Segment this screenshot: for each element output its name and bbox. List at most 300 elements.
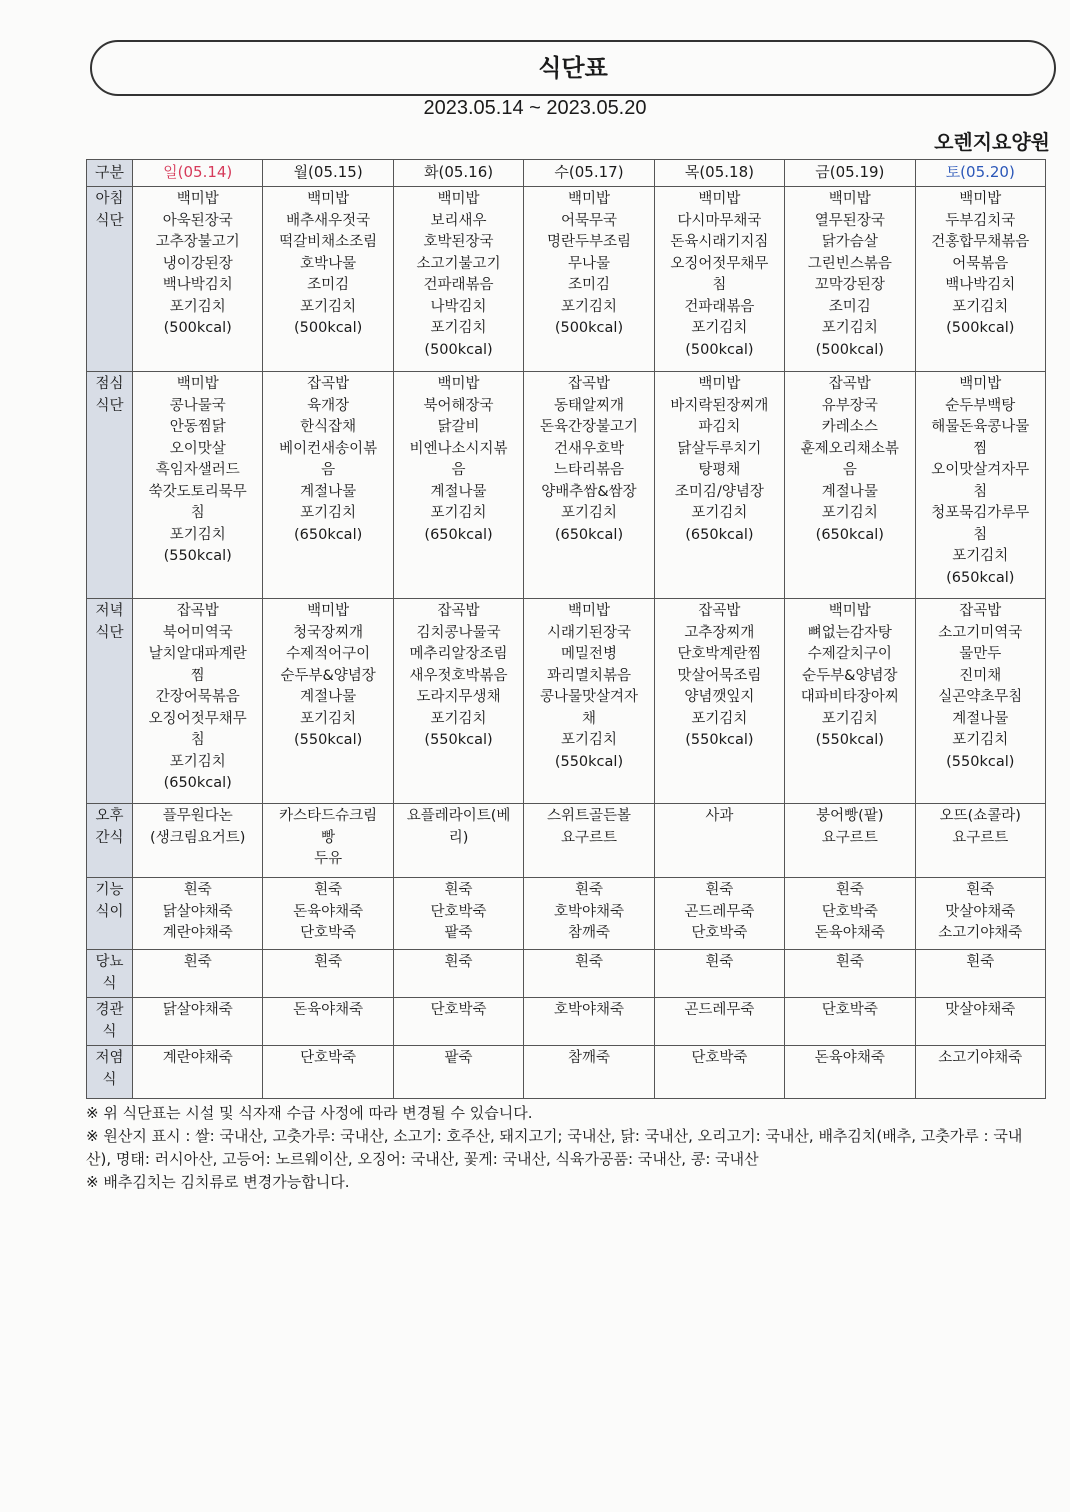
menu-cell-fri [785, 950, 915, 998]
menu-item: 침 [973, 526, 988, 543]
menu-item: 카레소스 [821, 419, 878, 435]
menu-item: 백미밥 [437, 191, 480, 207]
menu-cell-tue [393, 998, 523, 1046]
menu-item: 단호박죽 [300, 1050, 357, 1066]
row-label [87, 950, 133, 998]
menu-cell-sat [915, 998, 1045, 1046]
row-label [87, 599, 133, 804]
note-change: ※ 위 식단표는 시설 및 식자재 수급 사정에 따라 변경될 수 있습니다. [86, 1104, 533, 1122]
breakfast-row [87, 187, 1046, 372]
menu-item: 한식잡채 [300, 419, 357, 435]
row-label-line: 식단 [95, 397, 124, 414]
menu-item: 백나박김치 [162, 277, 233, 293]
menu-item: 소고기야채죽 [938, 1050, 1023, 1066]
row-label-line: 기능 [95, 882, 124, 898]
snack-row [87, 804, 1046, 878]
menu-item: 양배추쌈&쌈장 [541, 483, 637, 500]
menu-item: 스위트골든볼 [546, 808, 631, 824]
menu-item: 음 [321, 462, 336, 478]
row-label [87, 372, 133, 599]
menu-item: 나박김치 [430, 298, 487, 315]
menu-item: 포기김치 [821, 320, 878, 336]
menu-item: 계란야채죽 [162, 925, 233, 941]
menu-item: 도라지무생채 [416, 689, 501, 705]
menu-item: (650kcal) [424, 526, 493, 543]
day-header-wed: 수(05.17) [524, 160, 654, 187]
menu-item: 메추리알장조림 [409, 646, 508, 662]
header-label: 구분 [87, 160, 133, 187]
menu-cell-mon [263, 599, 393, 804]
menu-item: 조미김 [307, 277, 350, 293]
menu-item: 건파래볶음 [684, 298, 755, 315]
menu-item: 시래기된장국 [546, 624, 631, 641]
menu-item: 계절나물 [300, 483, 357, 500]
tube-feeding-row [87, 998, 1046, 1046]
menu-item: 사과 [705, 808, 734, 824]
menu-cell-fri [785, 998, 915, 1046]
menu-item: 맛살야채죽 [945, 1002, 1016, 1018]
menu-item: 수제적어구이 [286, 646, 371, 662]
menu-item: (500kcal) [685, 341, 754, 358]
functional-diet-row [87, 878, 1046, 950]
menu-cell-sun [133, 878, 263, 950]
menu-cell-fri [785, 599, 915, 804]
menu-item: 닭살두루치기 [677, 440, 762, 457]
row-label-line: 식 [102, 975, 117, 992]
menu-item: 보리새우 [430, 212, 487, 229]
menu-cell-sat [915, 187, 1045, 372]
menu-item: 양념깻잎지 [684, 689, 755, 705]
menu-item: 닭갈비 [437, 419, 480, 435]
menu-item: 곤드레무죽 [684, 1002, 755, 1018]
menu-item: 안동찜닭 [169, 419, 226, 435]
menu-item: 탕평채 [698, 462, 741, 478]
menu-item: 흰죽 [835, 882, 864, 898]
menu-item: 잡곡밥 [959, 603, 1002, 619]
menu-item: 잡곡밥 [437, 603, 480, 619]
menu-cell-thu [654, 372, 784, 599]
menu-cell-thu [654, 878, 784, 950]
menu-item: 간장어묵볶음 [155, 689, 240, 705]
menu-item: 베이컨새송이볶 [279, 440, 378, 457]
menu-table-header [87, 160, 1046, 187]
menu-item: 해물돈육콩나물 [931, 419, 1030, 435]
menu-item: (500kcal) [424, 341, 493, 358]
menu-item: 조미김 [567, 277, 610, 293]
menu-item: 잡곡밥 [307, 376, 350, 392]
menu-cell-sat [915, 950, 1045, 998]
menu-item: (생크림요거트) [150, 829, 246, 846]
menu-cell-mon [263, 372, 393, 599]
menu-cell-sat [915, 372, 1045, 599]
menu-item: 떡갈비채소조림 [279, 234, 378, 250]
menu-item: 리) [448, 829, 469, 846]
menu-item: 백미밥 [437, 376, 480, 392]
menu-item: (650kcal) [163, 775, 232, 791]
menu-item: 호박야채죽 [553, 903, 624, 920]
menu-item: (500kcal) [946, 320, 1015, 336]
menu-item: 흰죽 [966, 954, 995, 970]
menu-item: 배추새우젓국 [286, 212, 371, 229]
menu-item: 북어미역국 [162, 624, 233, 641]
menu-item: 물만두 [959, 646, 1002, 662]
menu-item: 곤드레무죽 [684, 903, 755, 920]
menu-item: 조미김 [828, 298, 871, 315]
menu-cell-tue [393, 1046, 523, 1099]
menu-item: 다시마무채국 [677, 212, 762, 229]
menu-item: 흰죽 [574, 954, 603, 970]
menu-item: (550kcal) [293, 732, 363, 748]
menu-item: 돈육야채죽 [293, 1002, 364, 1018]
menu-cell-sat [915, 878, 1045, 950]
menu-item: (500kcal) [163, 320, 232, 336]
menu-item: 호박된장국 [423, 234, 494, 250]
menu-item: 음 [842, 462, 857, 478]
menu-cell-tue [393, 804, 523, 878]
menu-item: 유부장국 [821, 397, 878, 414]
menu-item: 꼬막강된장 [814, 277, 885, 293]
row-label-line: 당뇨 [95, 954, 124, 970]
menu-item: 흰죽 [444, 954, 473, 970]
menu-item: 대파비타장아찌 [800, 689, 899, 705]
menu-item: 단호박죽 [821, 1002, 878, 1018]
menu-item: 호박나물 [300, 255, 357, 272]
menu-cell-sun [133, 998, 263, 1046]
menu-item: 포기김치 [300, 298, 357, 315]
menu-item: (550kcal) [554, 753, 624, 770]
menu-cell-mon [263, 998, 393, 1046]
menu-cell-sun [133, 1046, 263, 1099]
menu-item: 흰죽 [966, 882, 995, 898]
menu-item: 포기김치 [821, 505, 878, 521]
menu-cell-mon [263, 878, 393, 950]
menu-item: 요구르트 [952, 829, 1009, 846]
menu-item: 진미채 [959, 667, 1002, 684]
menu-item: 포기김치 [169, 753, 226, 770]
menu-cell-wed [524, 187, 654, 372]
menu-item: (650kcal) [815, 526, 884, 543]
menu-item: 두부김치국 [945, 212, 1016, 229]
menu-cell-sat [915, 1046, 1045, 1099]
menu-item: 건파래볶음 [423, 277, 494, 293]
menu-item: 흰죽 [705, 882, 734, 898]
menu-cell-fri [785, 878, 915, 950]
menu-cell-wed [524, 950, 654, 998]
menu-item: 포기김치 [300, 710, 357, 727]
menu-item: 백미밥 [307, 191, 350, 207]
menu-item: 팥죽 [444, 1050, 473, 1066]
day-header-fri: 금(05.19) [785, 160, 915, 187]
menu-item: 백미밥 [959, 376, 1002, 392]
menu-item: 백미밥 [959, 191, 1002, 207]
menu-item: 흰죽 [835, 954, 864, 970]
menu-item: 단호박죽 [691, 1050, 748, 1066]
menu-item: 흰죽 [444, 882, 473, 898]
menu-item: (550kcal) [685, 732, 754, 748]
menu-item: 그린빈스볶음 [807, 255, 892, 272]
menu-item: 메밀전병 [560, 646, 617, 662]
date-range: 2023.05.14 ~ 2023.05.20 [423, 97, 647, 119]
menu-cell-wed [524, 878, 654, 950]
menu-item: 단호박죽 [430, 903, 487, 920]
menu-item: 잡곡밥 [567, 376, 610, 392]
menu-item: 카스타드슈크림 [279, 808, 378, 824]
menu-cell-wed [524, 1046, 654, 1099]
menu-item: 포기김치 [560, 298, 617, 315]
menu-cell-tue [393, 950, 523, 998]
menu-item: 흑임자샐러드 [155, 462, 240, 478]
note-origin: ※ 원산지 표시 : 쌀: 국내산, 고춧가루: 국내산, 소고기: 호주산, 돼지고기; 국내산, 닭: 국내산, 오리고기: 국내산, 배추김치(배추, 고춧가루 : 국내산), 명태: 러시아산, 고등어: 노르웨이산, 오징어: 국내산, 꽃게: 국내산, 식육가공품: 국내산, 콩: 국내산 [86, 1127, 1023, 1168]
menu-item: 돈육시래기지짐 [670, 234, 769, 250]
menu-item: 흰죽 [705, 954, 734, 970]
menu-item: 느타리볶음 [553, 462, 624, 478]
menu-item: 백미밥 [828, 603, 871, 619]
menu-cell-thu [654, 950, 784, 998]
menu-item: 백미밥 [176, 376, 219, 392]
menu-item: 흰죽 [574, 882, 603, 898]
diabetic-diet-row [87, 950, 1046, 998]
row-label [87, 1046, 133, 1099]
menu-item: 포기김치 [821, 710, 878, 727]
menu-item: 단호박죽 [430, 1002, 487, 1018]
menu-item: 순두부백탕 [945, 397, 1016, 414]
menu-item: 포기김치 [952, 732, 1009, 748]
menu-item: 포기김치 [560, 505, 617, 521]
menu-item: 포기김치 [691, 505, 748, 521]
menu-item: 단호박죽 [691, 925, 748, 941]
menu-cell-wed [524, 599, 654, 804]
menu-item: 소고기야채죽 [938, 925, 1023, 941]
menu-item: 음 [451, 462, 466, 478]
menu-item: (550kcal) [424, 732, 493, 748]
menu-item: 맛살야채죽 [945, 903, 1016, 920]
row-label-line: 식 [102, 1023, 117, 1040]
menu-cell-sun [133, 372, 263, 599]
low-sodium-row [87, 1046, 1046, 1099]
notes [86, 1102, 1046, 1194]
menu-item: 돈육간장불고기 [539, 419, 638, 435]
menu-item: 포기김치 [430, 710, 487, 727]
row-label [87, 804, 133, 878]
menu-item: 계절나물 [952, 710, 1009, 727]
menu-item: 백미밥 [567, 603, 610, 619]
menu-cell-fri [785, 804, 915, 878]
menu-item: 포기김치 [691, 710, 748, 727]
menu-item: 실곤약초무침 [938, 689, 1023, 705]
menu-item: 포기김치 [430, 505, 487, 521]
menu-item: 돈육야채죽 [814, 1050, 885, 1066]
menu-item: 건새우호박 [553, 440, 624, 457]
menu-cell-tue [393, 599, 523, 804]
menu-item: 명란두부조림 [546, 234, 631, 250]
menu-item: 수제갈치구이 [807, 646, 892, 662]
menu-item: 새우젓호박볶음 [409, 667, 508, 684]
note-kimchi: ※ 배추김치는 김치류로 변경가능합니다. [86, 1173, 350, 1191]
menu-item: 청포묵김가루무 [931, 505, 1030, 521]
menu-cell-mon [263, 804, 393, 878]
menu-item: 계란야채죽 [162, 1050, 233, 1066]
menu-item: 흰죽 [183, 882, 212, 898]
menu-cell-wed [524, 804, 654, 878]
menu-item: 열무된장국 [814, 212, 885, 229]
menu-item: 백나박김치 [945, 277, 1016, 293]
menu-item: 백미밥 [698, 191, 741, 207]
dinner-row [87, 599, 1046, 804]
menu-cell-sun [133, 804, 263, 878]
day-header-mon: 월(05.15) [263, 160, 393, 187]
menu-cell-tue [393, 372, 523, 599]
menu-cell-sun [133, 950, 263, 998]
row-label-line: 저녁 [95, 603, 124, 619]
menu-cell-sat [915, 804, 1045, 878]
menu-item: 오징어젓무채무 [148, 710, 247, 727]
row-label-line: 경관 [95, 1002, 124, 1018]
day-header-thu: 목(05.18) [654, 160, 784, 187]
menu-item: (550kcal) [815, 732, 884, 748]
menu-item: 소고기미역국 [938, 624, 1023, 641]
day-header-sat: 토(05.20) [915, 160, 1045, 187]
menu-item: 요구르트 [821, 829, 878, 846]
menu-item: 콩나물맛살겨자 [539, 689, 638, 705]
menu-cell-wed [524, 998, 654, 1046]
menu-item: 백미밥 [567, 191, 610, 207]
menu-item: 백미밥 [307, 603, 350, 619]
menu-item: (500kcal) [554, 320, 624, 336]
menu-item: 잡곡밥 [828, 376, 871, 392]
menu-item: 오징어젓무채무 [670, 255, 769, 272]
menu-item: 요구르트 [560, 829, 617, 846]
menu-table-body [87, 187, 1046, 1099]
menu-cell-thu [654, 998, 784, 1046]
menu-item: 플무원다논 [162, 808, 233, 824]
menu-item: 포기김치 [691, 320, 748, 336]
menu-item: 백미밥 [176, 191, 219, 207]
menu-cell-mon [263, 187, 393, 372]
menu-cell-thu [654, 1046, 784, 1099]
menu-item: 단호박죽 [821, 903, 878, 920]
organization-name: 오렌지요양원 [934, 130, 1050, 154]
menu-item: 포기김치 [300, 505, 357, 521]
row-label-line: 식단 [95, 212, 124, 229]
menu-item: 참깨죽 [567, 1050, 610, 1066]
menu-item: (650kcal) [685, 526, 754, 543]
menu-item: 흰죽 [314, 882, 343, 898]
menu-item: 쑥갓도토리묵무 [148, 483, 247, 500]
menu-item: 어묵무국 [560, 212, 617, 229]
menu-item: 아욱된장국 [162, 212, 233, 229]
menu-item: 침 [190, 732, 205, 748]
menu-item: 오뜨(쇼콜라) [939, 808, 1021, 824]
menu-item: 고추장불고기 [155, 234, 240, 250]
row-label-line: 오후 [95, 808, 124, 824]
menu-cell-tue [393, 187, 523, 372]
menu-item: (550kcal) [163, 548, 232, 564]
menu-item: 계절나물 [300, 689, 357, 705]
menu-item: 바지락된장찌개 [670, 397, 769, 414]
menu-cell-sun [133, 187, 263, 372]
menu-cell-fri [785, 187, 915, 372]
menu-cell-fri [785, 372, 915, 599]
menu-item: 요플레라이트(베 [406, 808, 511, 824]
menu-item: 순두부&양념장 [280, 667, 376, 684]
menu-item: 무나물 [567, 255, 610, 272]
lunch-row [87, 372, 1046, 599]
menu-item: 소고기불고기 [416, 255, 501, 272]
menu-item: 동태알찌개 [553, 397, 624, 414]
menu-item: (650kcal) [554, 526, 624, 543]
menu-item: 파김치 [698, 419, 741, 435]
menu-item: 조미김/양념장 [674, 483, 764, 500]
menu-item: 육개장 [307, 397, 350, 414]
menu-cell-thu [654, 804, 784, 878]
menu-item: 포기김치 [952, 298, 1009, 315]
menu-cell-wed [524, 372, 654, 599]
menu-item: (550kcal) [946, 753, 1015, 770]
header-row [87, 160, 1046, 187]
menu-cell-mon [263, 1046, 393, 1099]
menu-item: 꽈리멸치볶음 [546, 667, 631, 684]
menu-cell-sat [915, 599, 1045, 804]
menu-item: 오이맛살 [169, 440, 226, 457]
menu-item: 오이맛살겨자무 [931, 462, 1030, 478]
menu-item: (500kcal) [815, 341, 884, 358]
menu-item: 날치알대파계란 [148, 646, 247, 662]
row-label-line: 간식 [95, 829, 124, 846]
row-label-line: 식 [102, 1071, 117, 1088]
menu-item: (650kcal) [946, 569, 1015, 586]
row-label [87, 998, 133, 1046]
menu-item: 포기김치 [169, 298, 226, 315]
menu-item: 잡곡밥 [698, 603, 741, 619]
menu-item: 뼈없는감자탕 [807, 624, 892, 641]
menu-item: 침 [190, 505, 205, 521]
menu-item: 침 [973, 483, 988, 500]
menu-item: 콩나물국 [169, 397, 226, 414]
day-header-sun: 일(05.14) [133, 160, 263, 187]
menu-item: 빵 [321, 829, 336, 846]
menu-item: 찜 [973, 440, 988, 457]
menu-item: 계절나물 [430, 483, 487, 500]
menu-item: 청국장찌개 [293, 624, 364, 641]
menu-table [86, 159, 1046, 1099]
menu-item: 닭살야채죽 [162, 903, 233, 920]
menu-item: 찜 [190, 667, 205, 684]
menu-item: 백미밥 [828, 191, 871, 207]
menu-item: 포기김치 [169, 526, 226, 543]
menu-item: 순두부&양념장 [802, 667, 898, 684]
row-label-line: 저염 [95, 1050, 124, 1066]
menu-item: 돈육야채죽 [814, 925, 885, 941]
row-label [87, 878, 133, 950]
menu-item: 단호박죽 [300, 925, 357, 941]
menu-item: 돈육야채죽 [293, 903, 364, 920]
row-label-line: 점심 [95, 376, 124, 392]
menu-item: 흰죽 [314, 954, 343, 970]
day-header-tue: 화(05.16) [393, 160, 523, 187]
menu-item: (500kcal) [293, 320, 363, 336]
menu-item: 팥죽 [444, 925, 473, 941]
menu-cell-thu [654, 187, 784, 372]
menu-item: 참깨죽 [567, 925, 610, 941]
menu-cell-sun [133, 599, 263, 804]
menu-item: 채 [581, 710, 596, 727]
menu-cell-tue [393, 878, 523, 950]
menu-item: 침 [712, 277, 727, 293]
menu-cell-fri [785, 1046, 915, 1099]
menu-item: 김치콩나물국 [416, 624, 501, 641]
menu-item: 고추장찌개 [684, 624, 755, 641]
menu-item: 북어해장국 [423, 397, 494, 414]
